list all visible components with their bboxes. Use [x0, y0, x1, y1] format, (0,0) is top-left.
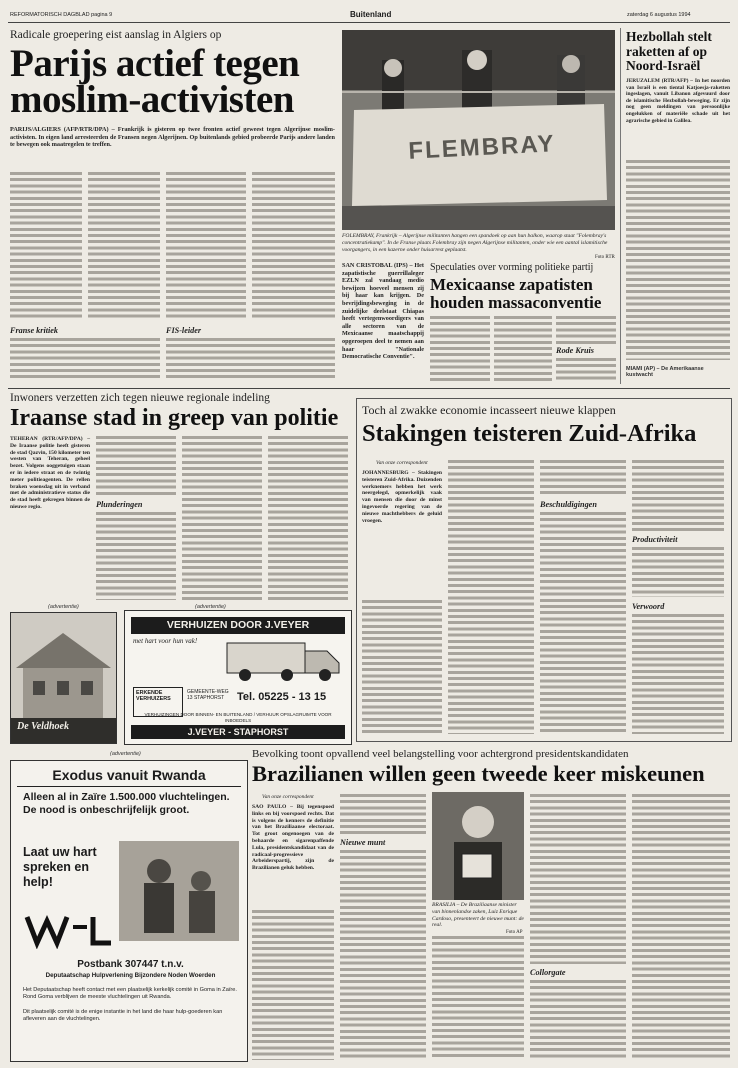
paris-subhead-1: Franse kritiek — [10, 326, 58, 335]
brazil-photo — [432, 792, 524, 900]
ad-label-3: (advertentie) — [110, 751, 141, 757]
brazil-kicker: Bevolking toont opvallend veel belangstelling voor achtergrond presidentskandidaten — [252, 748, 629, 760]
page-date: zaterdag 6 augustus 1994 — [627, 12, 691, 18]
hezbollah-headline: Hezbollah stelt raketten af op Noord-Israël — [626, 29, 712, 73]
veyer-phone: Tel. 05225 - 13 15 — [237, 691, 327, 703]
mexico-intro: SAN CRISTOBAL (IPS) – Het zapatistische guerrillaleger EZLN zal vandaag medio bewijzen hoeveel mensen zij bij haar kan krijgen. De bevrijdingsbeweging in de zuidelijke deelstaat Chiapas heeft vertegenwoordigers van alle sectoren van de Mexicaanse maatschappij opgeroepen deel te nemen aan haar "Nationale Democratische Conventie". — [342, 262, 424, 361]
brazil-column-3 — [432, 936, 524, 1060]
veyer-title: VERHUIZEN DOOR J.VEYER — [131, 617, 345, 634]
paris-headline: Parijs actief tegen moslim-activisten — [10, 42, 300, 121]
safrica-headline: Stakingen teisteren Zuid-Afrika — [362, 420, 697, 447]
hezbollah-body — [626, 160, 730, 360]
veyer-services: VERHUIZINGEN DOOR BINNEN- EN BUITENLAND / VERHUUR OPSLAGRUIMTE VOOR INBOEDELS — [144, 712, 332, 723]
brazil-photo-image — [432, 792, 524, 900]
rwanda-title: Exodus vanuit Rwanda — [17, 767, 241, 787]
safrica-column-4a — [632, 460, 724, 532]
brazil-subhead-1: Nieuwe munt — [340, 838, 386, 847]
mexico-headline: Mexicaanse zapatisten houden massaconventie — [430, 275, 602, 312]
safrica-column-3b — [540, 512, 626, 734]
paris-column-2 — [88, 172, 160, 320]
safrica-byline: Van onze correspondent — [376, 460, 428, 466]
safrica-subhead-3: Verwoord — [632, 602, 665, 611]
brazil-headline: Brazilianen willen geen tweede keer miskeunen — [252, 761, 705, 786]
safrica-column-2 — [448, 460, 534, 734]
mexico-column-1 — [430, 316, 490, 382]
mexico-subhead: Rode Kruis — [556, 346, 594, 355]
brazil-column-2b — [340, 850, 426, 1060]
teheran-subhead: Plunderingen — [96, 500, 143, 509]
hezbollah-intro: JERUZALEM (RTR/AFP) – In het noorden van Israël is een tiental Katjoesja-raketten ingeslagen, vanuit Libanon afgevuurd door de islamitische Hezbollah-beweging. Er zijn nog geen meldingen van persoonlijke ongelukken of materiële schade uit het agrarische gebied in Galilea. — [626, 78, 730, 124]
mexico-kicker: Speculaties over vorming politieke partij — [430, 262, 594, 273]
mexico-column-3b — [556, 358, 616, 382]
teheran-column-3 — [182, 436, 262, 600]
safrica-kicker: Toch al zwakke economie incasseert nieuwe klappen — [362, 403, 616, 417]
safrica-subhead-2: Productiviteit — [632, 535, 678, 544]
paris-column-4 — [252, 172, 335, 320]
rwanda-ad — [10, 760, 248, 1062]
paris-intro: PARIJS/ALGIERS (AFP/RTR/DPA) – Frankrijk is gisteren op twee fronten actief geweest tegen Algerijnse moslim-activisten. In eigen land arresteerden de Fransen negen Algerijnen. Op buitenlands gebied probeerde Parijs andere landen te bewegen ook maatregelen te treffen. — [10, 126, 335, 149]
brazil-column-4b — [530, 980, 626, 1060]
miami-byline: MIAMI (AP) – De Amerikaanse kustwacht — [626, 366, 704, 378]
erkende-verhuizers-logo: ERKENDE VERHUIZERS — [133, 687, 183, 717]
safrica-subhead-1: Beschuldigingen — [540, 500, 597, 509]
paris-kicker: Radicale groepering eist aanslag in Algiers op — [10, 29, 222, 41]
ad-label-2: (advertentie) — [195, 604, 226, 610]
brazil-column-1 — [252, 910, 334, 1060]
paris-column-1 — [10, 172, 82, 320]
folembray-photo-caption: FOLEMBRAY, Frankrijk – Algerijnse militanten hangen een spandoek op aan hun balkon, waarop staat "Folembray's concentratiekamp". In de Franse plaats Folembray zijn negen Algerijnse militanten, onder wie een aantal islamitische voorgangers, in een kazerne onder huisarrest geplaatst. — [342, 233, 608, 253]
teheran-column-2a — [96, 436, 176, 496]
rwanda-organisation: Deputaatschap Hulpverlening Bijzondere Noden Woerden — [45, 972, 216, 979]
veldhoek-ad — [10, 612, 117, 744]
teheran-column-4 — [268, 436, 348, 600]
right-column-divider — [620, 28, 621, 384]
ad-label-1: (advertentie) — [48, 604, 79, 610]
safrica-column-4b — [632, 547, 724, 597]
folembray-photo — [342, 30, 615, 230]
veyer-slogan: met hart voor hun vak! — [133, 637, 198, 645]
folembray-photo-credit: Foto RTR — [595, 255, 615, 260]
paris-subhead-2: FIS-leider — [166, 326, 202, 335]
organisation-logo — [23, 911, 113, 949]
brazil-column-5 — [632, 794, 730, 1060]
header-rule — [8, 22, 730, 23]
refugee-photo — [119, 841, 239, 941]
safrica-column-3a — [540, 460, 626, 496]
teheran-intro: TEHERAN (RTR/AFP/DPA) – De Iraanse politie heeft gisteren de stad Qazvin, 150 kilometer ten westen van Teheran, geheel bezet. Volgens ooggetuigen staan er in iedere straat en de twintig meter politieagenten. De rellen braken woensdag uit in verband met de administratieve status die de stad heeft gekregen binnen de nieuwe regio. — [10, 436, 90, 510]
rwanda-note-2: Dit plaatselijk comité is de enige instantie in het land die haar hulp-goederen kan afleveren aan de vluchtelingen. — [23, 1009, 223, 1022]
brazil-column-4a — [530, 794, 626, 964]
safrica-column-1 — [362, 600, 442, 734]
rwanda-note-1: Het Deputaatschap heeft contact met een plaatselijk kerkelijk comité in Goma in Zaïre. Rond Goma verblijven de meeste vluchtelingen uit Rwanda. — [23, 987, 237, 1000]
teheran-headline: Iraanse stad in greep van politie — [10, 405, 339, 431]
rwanda-account: Postbank 307447 t.n.v. — [77, 959, 184, 970]
brazil-column-2a — [340, 794, 426, 834]
brazil-subhead-2: Collorgate — [530, 968, 566, 977]
veyer-ad — [124, 610, 352, 745]
photo-banner-text: FLEMBRAY — [407, 130, 557, 165]
brazil-byline: Van onze correspondent — [262, 794, 314, 800]
veldhoek-name: De Veldhoek — [17, 721, 69, 732]
teheran-column-2b — [96, 512, 176, 600]
safrica-column-4c — [632, 614, 724, 734]
safrica-intro: JOHANNESBURG – Stakingen teisteren Zuid-Afrika. Duizenden werknemers hebben het werk neergelegd, opmerkelijk vaak van mensen die door de minst ingevoerde regering van de nieuwe machthebbers de geluid vroegen. — [362, 470, 442, 524]
paper-running-head: REFORMATORISCH DAGBLAD pagina 9 — [10, 12, 113, 18]
mexico-column-3a — [556, 316, 616, 344]
mexico-column-2 — [494, 316, 552, 382]
brazil-intro: SAO PAULO – Bij tegenspoed links en bij voorspoed rechts. Dat is volgens de kenners de definitie van het Braziliaanse electoraat. Tot groot ongenoegen van de behaarde en sigarenpaffende Lula, presidentskandidaat van de radicaal-progressieve Arbeiderspartij, zijn de Brazilianen geluk hebben. — [252, 804, 334, 872]
rwanda-call: Laat uw hart spreken en help! — [23, 845, 97, 889]
veyer-address: GEMEENTE-WEG 13 STAPHORST — [187, 689, 229, 701]
paris-column-6 — [166, 338, 335, 380]
veyer-footer: J.VEYER - STAPHORST — [131, 725, 345, 739]
paris-column-3 — [166, 172, 246, 320]
brazil-photo-caption: BRASILIA – De Braziliaanse minister van binnenlandse zaken, Luiz Enrique Cardoso, presenteert de nieuwe munt: de real. — [432, 902, 524, 929]
rwanda-body: Alleen al in Zaïre 1.500.000 vluchtelingen. De nood is onbeschrijfelijk groot. — [23, 791, 230, 816]
teheran-kicker: Inwoners verzetten zich tegen nieuwe regionale indeling — [10, 392, 270, 404]
brazil-photo-credit: Foto AP — [506, 930, 523, 935]
section-rule-1 — [8, 388, 730, 389]
section-name: Buitenland — [350, 10, 392, 19]
moving-truck-icon — [225, 637, 343, 683]
paris-column-5 — [10, 338, 160, 380]
